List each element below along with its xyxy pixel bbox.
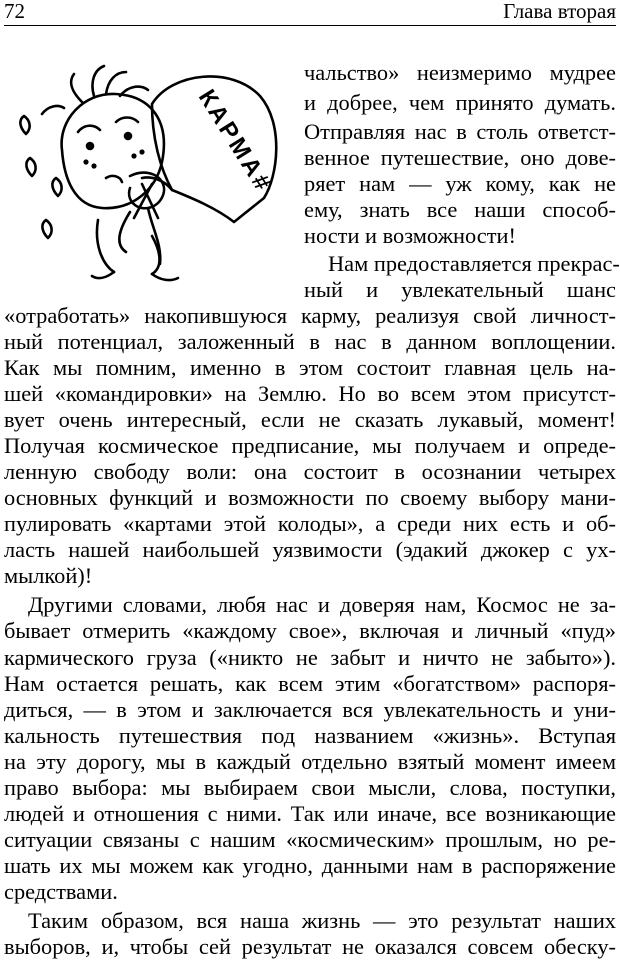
- text-line: шать их мы можем как угодно, данными нам в распоряжение: [4, 853, 616, 878]
- text-line: мылкой)!: [4, 563, 93, 588]
- text-line: ности и возможности!: [304, 223, 516, 248]
- text-line: ный потенциал, заложенный в нас в данном воплощении.: [4, 329, 616, 354]
- text-line: Нам остается решать, как всем этим «богатством» распоря-: [4, 671, 616, 696]
- text-line: диться, — в этом и заключается вся увлекательность и уни-: [4, 697, 616, 722]
- text-line: ласть нашей наибольшей уязвимости (эдакий джокер с ух-: [4, 537, 616, 562]
- karma-label: КАРМА#: [192, 84, 278, 198]
- text-line: шей «командировки» на Землю. Но во всем этом присутст-: [4, 381, 616, 406]
- page-number: 72: [4, 0, 25, 23]
- text-line: Нам предоставляется прекрас-: [328, 251, 620, 276]
- text-line: венное путешествие, оно дове-: [304, 145, 616, 170]
- text-line: и добрее, чем принято думать.: [304, 90, 616, 115]
- text-line: вует очень интересный, если не сказать лукавый, момент!: [4, 407, 616, 432]
- text-line: ситуации связаны с нашим «космическим» прошлым, но ре-: [4, 827, 616, 852]
- chapter-title: Глава вторая: [503, 0, 616, 23]
- text-line: кармического груза («никто не забыт и ничто не забыто»).: [4, 645, 616, 670]
- text-line: средствами.: [4, 879, 118, 904]
- text-line: Таким образом, вся наша жизнь — это результат наших: [28, 908, 616, 933]
- karma-bag-illustration: [2, 58, 292, 282]
- text-line: выборов, и, чтобы сей результат не оказался совсем обеску-: [4, 934, 616, 959]
- text-line: кальность путешествия под названием «жизнь». Вступая: [4, 723, 616, 748]
- text-line: ленную свободу воли: она состоит в осознании четырех: [4, 459, 616, 484]
- header-rule: [4, 25, 616, 26]
- text-line: «отработать» накопившуюся карму, реализуя свой личност-: [4, 303, 616, 328]
- text-line: ряет нам — уж кому, как не: [304, 171, 616, 196]
- text-line: пулировать «картами этой колоды», а среди них есть и об-: [4, 511, 616, 536]
- text-line: ему, знать все наши способ-: [304, 197, 616, 222]
- text-line: Отправляя нас в столь ответст-: [304, 119, 616, 144]
- text-line: ный и увлекательный шанс: [304, 277, 616, 302]
- running-header: [4, 0, 616, 24]
- text-line: основных функций и возможности по своему выбору мани-: [4, 485, 616, 510]
- text-line: на эту дорогу, мы в каждый отдельно взятый момент имеем: [4, 749, 616, 774]
- text-line: бывает отмерить «каждому свое», включая и личный «пуд»: [4, 618, 616, 643]
- text-line: Получая космическое предписание, мы получаем и опреде-: [4, 433, 616, 458]
- text-line: Как мы помним, именно в этом состоит главная цель на-: [4, 355, 616, 380]
- text-line: право выбора: мы выбираем свои мысли, слова, поступки,: [4, 775, 616, 800]
- text-line: чальство» неизмеримо мудрее: [304, 60, 616, 85]
- text-line: Другими словами, любя нас и доверяя нам, Космос не за-: [28, 592, 616, 617]
- text-line: людей и отношения с ними. Так или иначе, все возникающие: [4, 801, 616, 826]
